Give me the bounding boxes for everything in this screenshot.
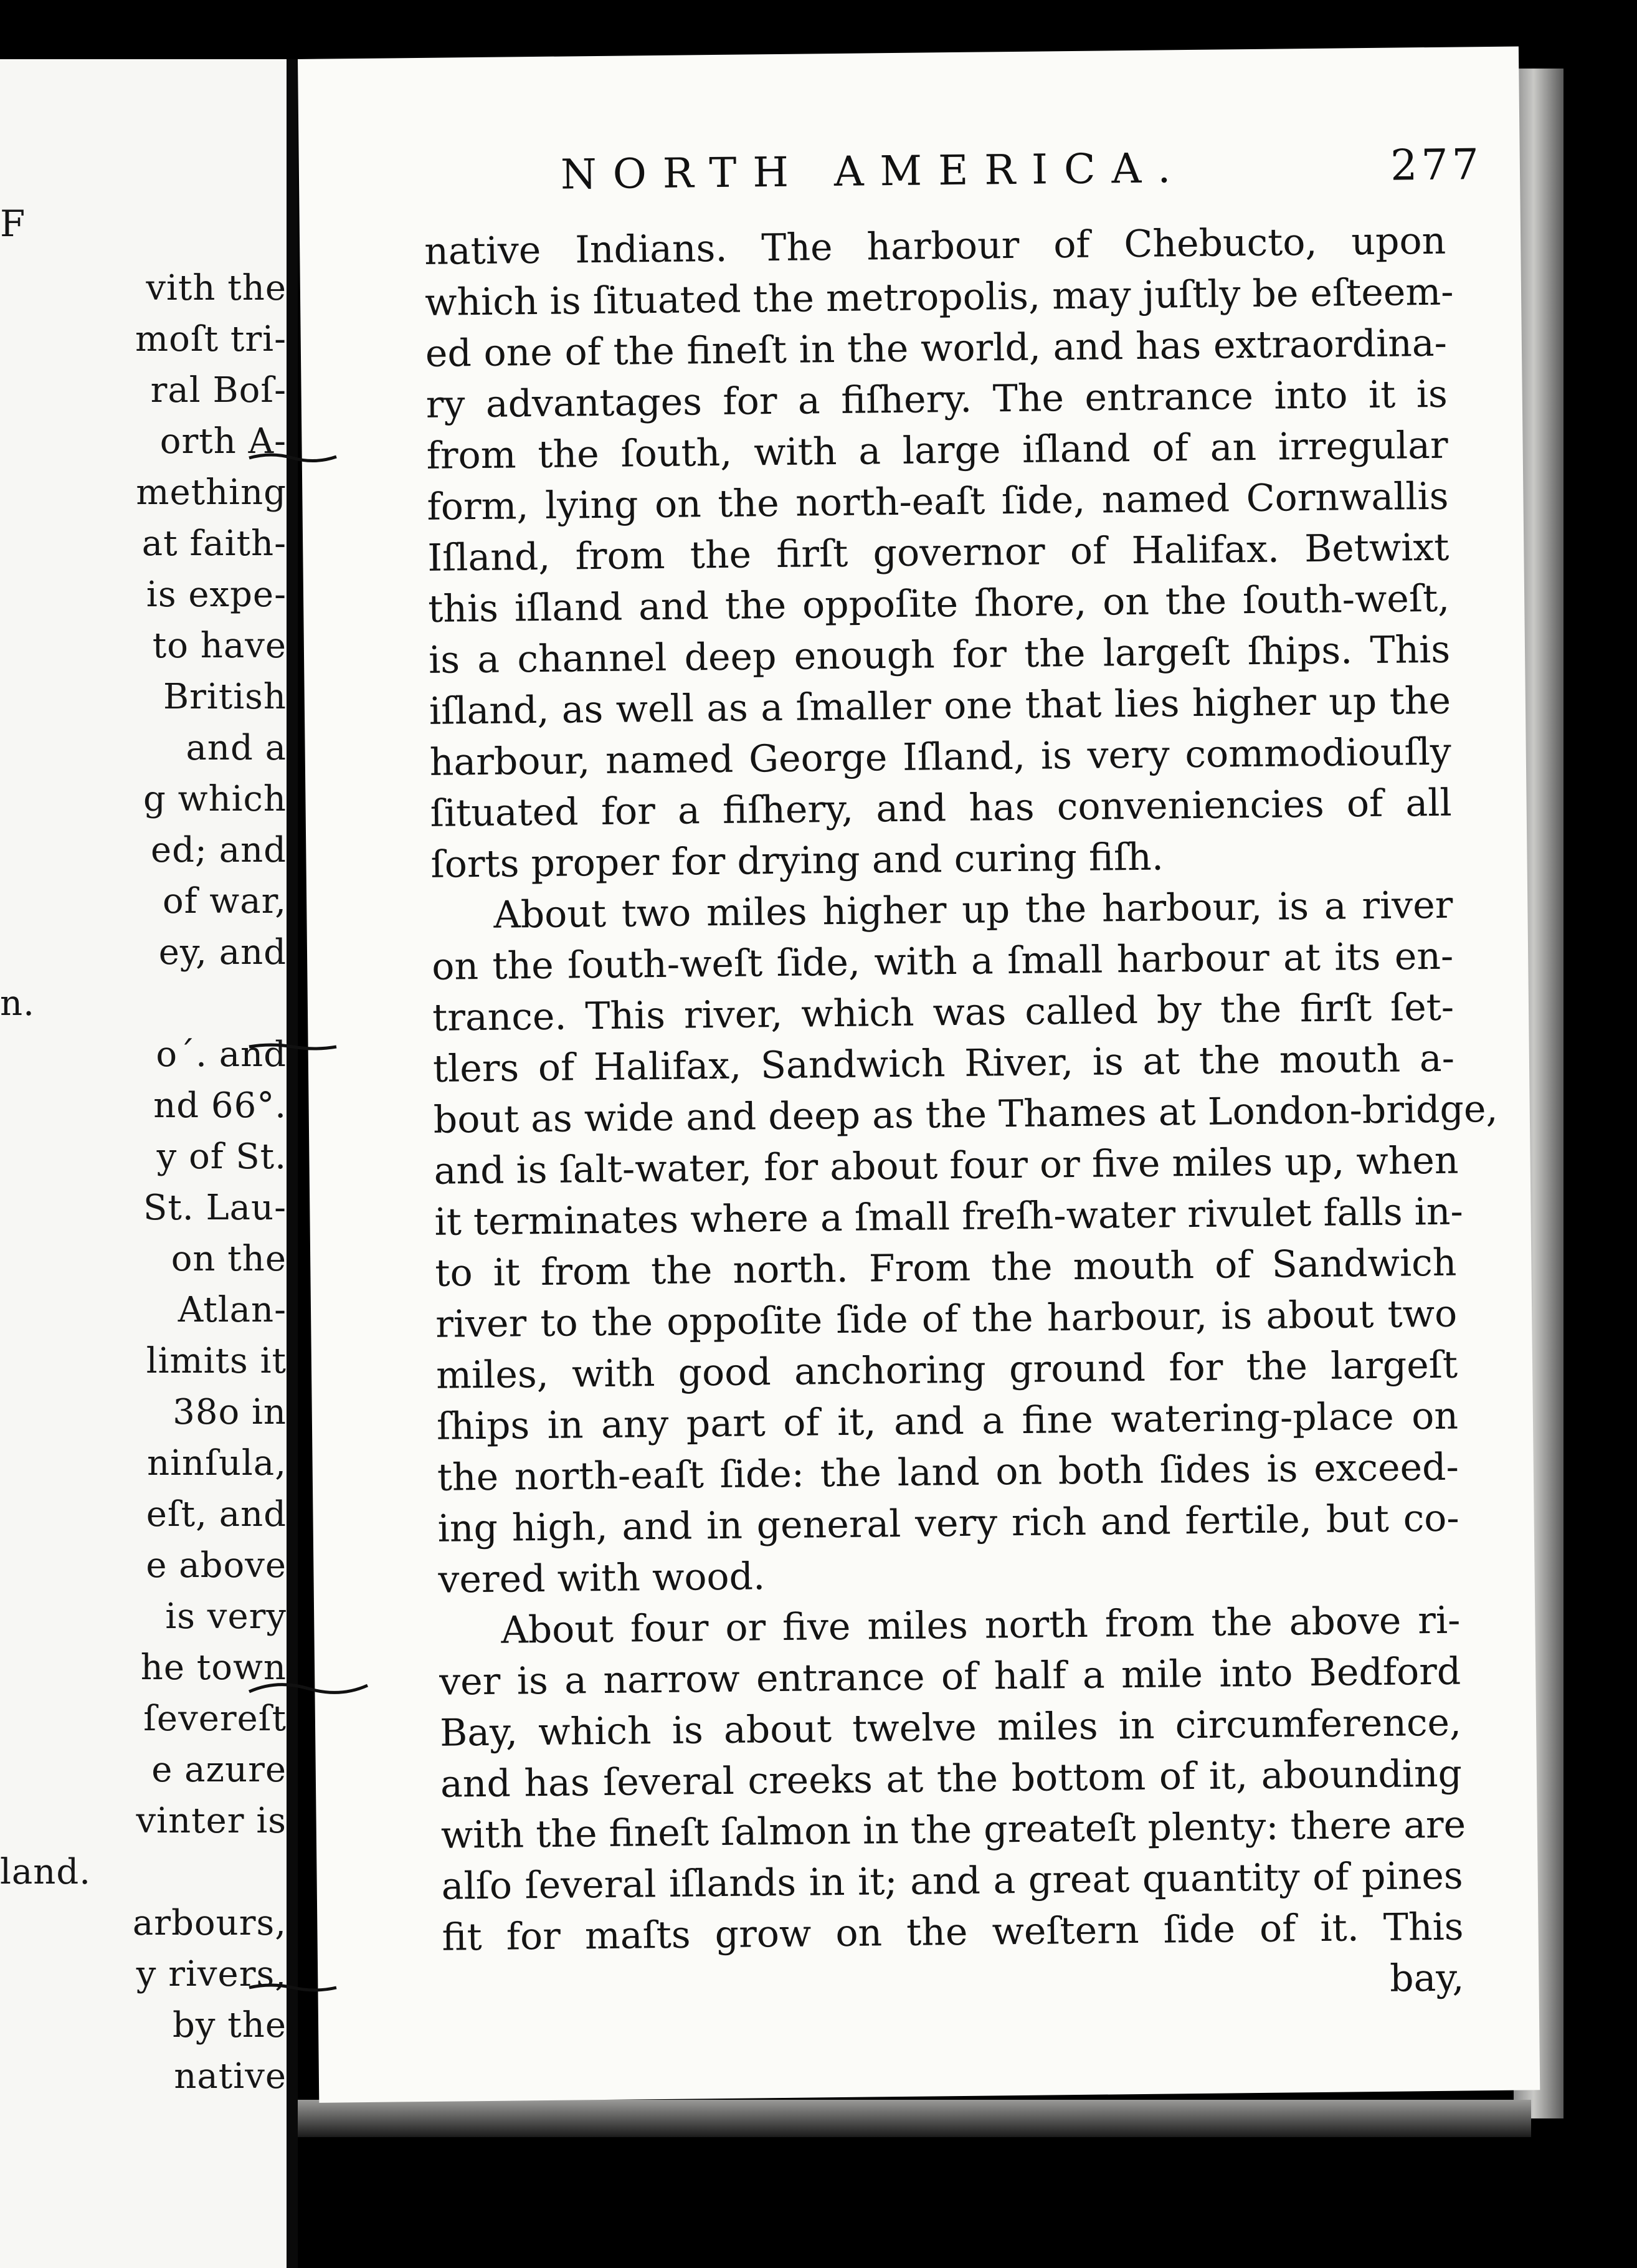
left-page-line: on the: [171, 1239, 287, 1279]
left-page-line: limits it: [146, 1341, 287, 1381]
left-page-line: ed; and: [151, 830, 287, 870]
left-page-line: mething: [136, 472, 287, 513]
left-page-line: is very: [165, 1596, 287, 1637]
left-page-line: ral Boſ-: [150, 370, 287, 411]
text-line: fit for maſts grow on the weſtern ſide of it. This: [442, 1905, 1464, 1960]
text-line: it terminates where a ſmall freſh-water rivulet falls in-: [434, 1189, 1464, 1244]
left-page-line: y of St.: [156, 1136, 287, 1177]
left-page-line: n.: [0, 983, 35, 1024]
text-line: iſland, as well as a ſmaller one that lies higher up the: [429, 679, 1451, 733]
text-line: on the ſouth-weſt ſide, with a ſmall harbour at its en-: [431, 934, 1454, 989]
binding-thread-mark: [246, 446, 339, 470]
text-line: form, lying on the north-eaſt ſide, named Cornwallis: [427, 474, 1449, 529]
text-line: ſorts proper for drying and curing fiſh.: [430, 835, 1164, 887]
left-page-line: native: [174, 2056, 287, 2097]
text-line: ry advantages for a fiſhery. The entrance into it is: [425, 372, 1448, 427]
catchword: bay,: [1389, 1956, 1464, 2001]
text-line: ſhips in any part of it, and a fine watering-place on: [436, 1394, 1459, 1449]
text-line: bout as wide and deep as the Thames at London-bridge,: [433, 1087, 1498, 1142]
left-page-line: of war,: [163, 881, 287, 922]
left-page-line: St. Lau-: [143, 1188, 287, 1228]
left-page-line: 38o in: [173, 1392, 287, 1432]
text-line: miles, with good anchoring ground for the largeſt: [435, 1343, 1458, 1398]
text-line: alſo ſeveral iſlands in it; and a great quantity of pines: [441, 1854, 1464, 1908]
left-page-fragment: [0, 59, 287, 2268]
text-line: ed one of the fineſt in the world, and has extraordina-: [425, 321, 1448, 376]
left-page-heading-fragment: F: [0, 202, 26, 245]
text-line: this iſland and the oppoſite ſhore, on the ſouth-weſt,: [427, 576, 1450, 631]
page-number: 277: [1390, 140, 1483, 191]
text-line: harbour, named George Iſland, is very commodiouſly: [429, 730, 1452, 784]
running-head: [561, 140, 1483, 199]
text-line: vered with wood.: [438, 1555, 766, 1602]
left-page-line: British: [163, 677, 287, 717]
page-bottom-shadow: [298, 2100, 1531, 2137]
left-page-line: at faith-: [141, 523, 287, 564]
text-line: ver is a narrow entrance of half a mile into Bedford: [439, 1649, 1461, 1704]
paragraph-start-line: About four or five miles north from the above ri-: [501, 1598, 1461, 1652]
body-text: [424, 216, 1498, 2014]
text-line: river to the oppoſite ſide of the harbour, is about two: [435, 1292, 1458, 1346]
text-line: to it from the north. From the mouth of Sandwich: [435, 1241, 1457, 1295]
text-line: with the fineſt ſalmon in the greateſt plenty: there are: [440, 1803, 1466, 1857]
running-head-title: NORTH AMERICA.: [560, 144, 1187, 199]
left-page-line: arbours,: [132, 1903, 287, 1943]
text-line: and has ſeveral creeks at the bottom of it, abounding: [440, 1751, 1463, 1806]
text-line: is a channel deep enough for the largeſt ſhips. This: [428, 627, 1451, 682]
left-page-line: nd 66°.: [153, 1085, 287, 1126]
book-spine-gutter: [287, 59, 298, 2268]
left-page-line: y rivers,: [136, 1954, 287, 1994]
left-page-line: ey, and: [158, 932, 287, 973]
left-page-line: to have: [152, 626, 287, 666]
text-line: native Indians. The harbour of Chebucto, upon: [424, 219, 1446, 274]
text-line: Iſland, from the firſt governor of Halifax. Betwixt: [427, 525, 1450, 580]
left-page-line: vinter is: [136, 1801, 287, 1841]
left-page-line: orth A-: [159, 421, 287, 462]
left-page-line: Atlan-: [178, 1290, 287, 1330]
text-line: and is ſalt-water, for about four or five miles up, when: [434, 1138, 1459, 1193]
binding-thread-mark: [246, 1034, 339, 1059]
paragraph-start-line: About two miles higher up the harbour, is a river: [493, 883, 1453, 937]
left-page-line: land.: [0, 1852, 92, 1892]
text-line: trance. This river, which was called by the firſt ſet-: [432, 985, 1454, 1040]
binding-thread-mark: [246, 1676, 371, 1701]
left-page-line: by the: [173, 2005, 287, 2046]
text-line: from the ſouth, with a large iſland of an irregular: [426, 423, 1448, 478]
left-page-line: o´. and: [156, 1034, 287, 1075]
left-page-line: and a: [186, 728, 287, 768]
text-line: tlers of Halifax, Sandwich River, is at the mouth a-: [432, 1036, 1455, 1091]
left-page-line: e above: [146, 1545, 287, 1586]
left-page-line: vith the: [146, 268, 287, 308]
text-line: the north-eaſt ſide: the land on both ſides is exceed-: [437, 1445, 1459, 1500]
text-line: ſituated for a fiſhery, and has conveniencies of all: [430, 781, 1452, 836]
left-page-line: g which: [143, 779, 287, 819]
text-line: ing high, and in general very rich and fertile, but co-: [437, 1496, 1459, 1551]
left-page-line: ſevereſt: [143, 1699, 287, 1739]
text-line: which is ſituated the metropolis, may juſtly be eſteem-: [424, 270, 1454, 325]
left-page-line: moſt tri-: [135, 319, 287, 360]
right-page: [298, 46, 1540, 2102]
binding-thread-mark: [246, 1975, 339, 2000]
left-page-line: eſt, and: [146, 1494, 287, 1535]
left-page-line: he town: [140, 1647, 287, 1688]
left-page-line: is expe-: [146, 574, 287, 615]
left-page-line: e azure: [151, 1750, 287, 1790]
text-line: Bay, which is about twelve miles in circumference,: [439, 1700, 1462, 1755]
left-page-line: ninſula,: [147, 1443, 287, 1484]
